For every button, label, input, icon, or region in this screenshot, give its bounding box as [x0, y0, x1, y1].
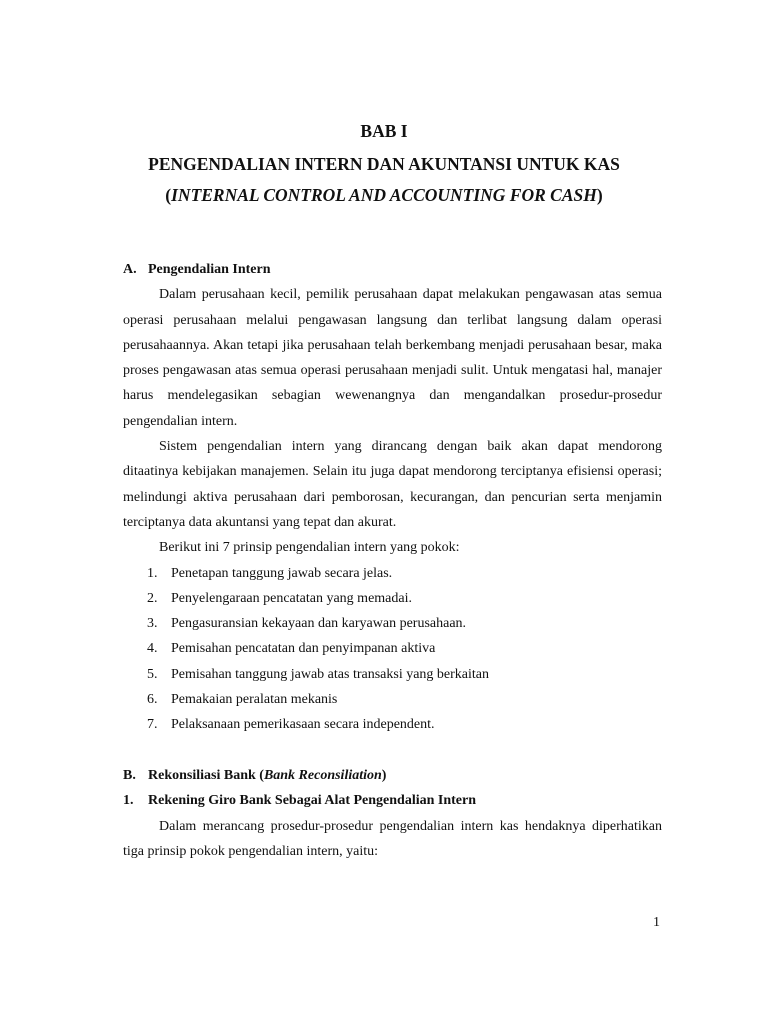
- section-b-title-suffix: ): [381, 767, 387, 783]
- list-item: [123, 611, 662, 636]
- list-item-number: 4.: [147, 641, 158, 657]
- list-item-text: Pemakaian peralatan mekanis: [171, 692, 338, 708]
- list-item-text: Pemisahan tanggung jawab atas transaksi yang berkaitan: [171, 666, 490, 682]
- subtitle-close-paren: ): [596, 185, 603, 205]
- subsection-1-title: Rekening Giro Bank Sebagai Alat Pengendalian Intern: [148, 793, 477, 809]
- subsection-1-marker: 1.: [123, 793, 134, 809]
- section-b-title-english: Bank Reconsiliation: [263, 767, 382, 783]
- chapter-title: PENGENDALIAN INTERN DAN AKUNTANSI UNTUK KAS: [148, 154, 620, 174]
- chapter-label: BAB I: [360, 121, 408, 141]
- subtitle-english: INTERNAL CONTROL AND ACCOUNTING FOR CASH: [171, 185, 597, 205]
- subtitle-open-paren: (: [165, 185, 172, 205]
- body-content: [123, 257, 662, 864]
- section-a-paragraph-2: Sistem pengendalian intern yang dirancang dengan baik akan dapat mendorong ditaatinya kebijakan manajemen. Selain itu juga dapat mendorong terciptanya efisiensi operasi; melindungi aktiva perusahaan dari pemborosan, kecurangan, dan pencurian serta menjamin terciptanya data akuntansi yang tepat dan akurat.: [123, 439, 662, 530]
- section-b-paragraph-1: Dalam merancang prosedur-prosedur pengendalian intern kas hendaknya diperhatikan tiga prinsip pokok pengendalian intern, yaitu:: [123, 818, 662, 859]
- list-item: [123, 636, 662, 661]
- list-item-text: Pelaksanaan pemerikasaan secara independent.: [171, 717, 435, 733]
- list-item-number: 5.: [147, 666, 158, 682]
- subsection-1-heading: [123, 788, 662, 813]
- section-a-heading: [123, 257, 662, 282]
- list-item-text: Pemisahan pencatatan dan penyimpanan aktiva: [171, 641, 436, 657]
- page-number: 1: [653, 915, 660, 930]
- section-a-paragraph-1: Dalam perusahaan kecil, pemilik perusahaan dapat melakukan pengawasan atas semua operasi perusahaan melalui pengawasan langsung dan terlibat langsung dalam operasi perusahaannya. Akan tetapi jika perusahaan telah berkembang menjadi perusahaan besar, maka proses pengawasan atas semua operasi perusahaan menjadi sulit. Untuk mengatasi hal, manajer harus mendelegasikan sebagian wewenangnya dan mengandalkan prosedur-prosedur pengendalian intern.: [123, 287, 662, 429]
- section-spacer: [123, 738, 662, 763]
- list-item-number: 2.: [147, 590, 158, 606]
- list-item-text: Penetapan tanggung jawab secara jelas.: [171, 565, 393, 581]
- list-item: [123, 586, 662, 611]
- section-a-paragraph-3: Berikut ini 7 prinsip pengendalian intern yang pokok:: [159, 540, 460, 556]
- list-item-number: 3.: [147, 616, 158, 632]
- list-item-text: Pengasuransian kekayaan dan karyawan perusahaan.: [171, 616, 467, 632]
- list-item-number: 7.: [147, 717, 158, 733]
- section-b-marker: B.: [123, 767, 136, 783]
- list-item: [123, 662, 662, 687]
- list-item-number: 6.: [147, 692, 158, 708]
- section-a-marker: A.: [123, 262, 137, 277]
- section-b-heading: [123, 763, 662, 788]
- principles-list: [123, 561, 662, 738]
- list-item: [123, 712, 662, 737]
- title-block: [0, 114, 768, 210]
- list-item: [123, 561, 662, 586]
- chapter-subtitle: [0, 180, 768, 210]
- list-item: [123, 687, 662, 712]
- list-item-text: Penyelengaraan pencatatan yang memadai.: [171, 590, 412, 606]
- section-a-title: Pengendalian Intern: [148, 262, 271, 277]
- section-b-title-prefix: Rekonsiliasi Bank (: [148, 767, 264, 783]
- list-item-number: 1.: [147, 565, 158, 581]
